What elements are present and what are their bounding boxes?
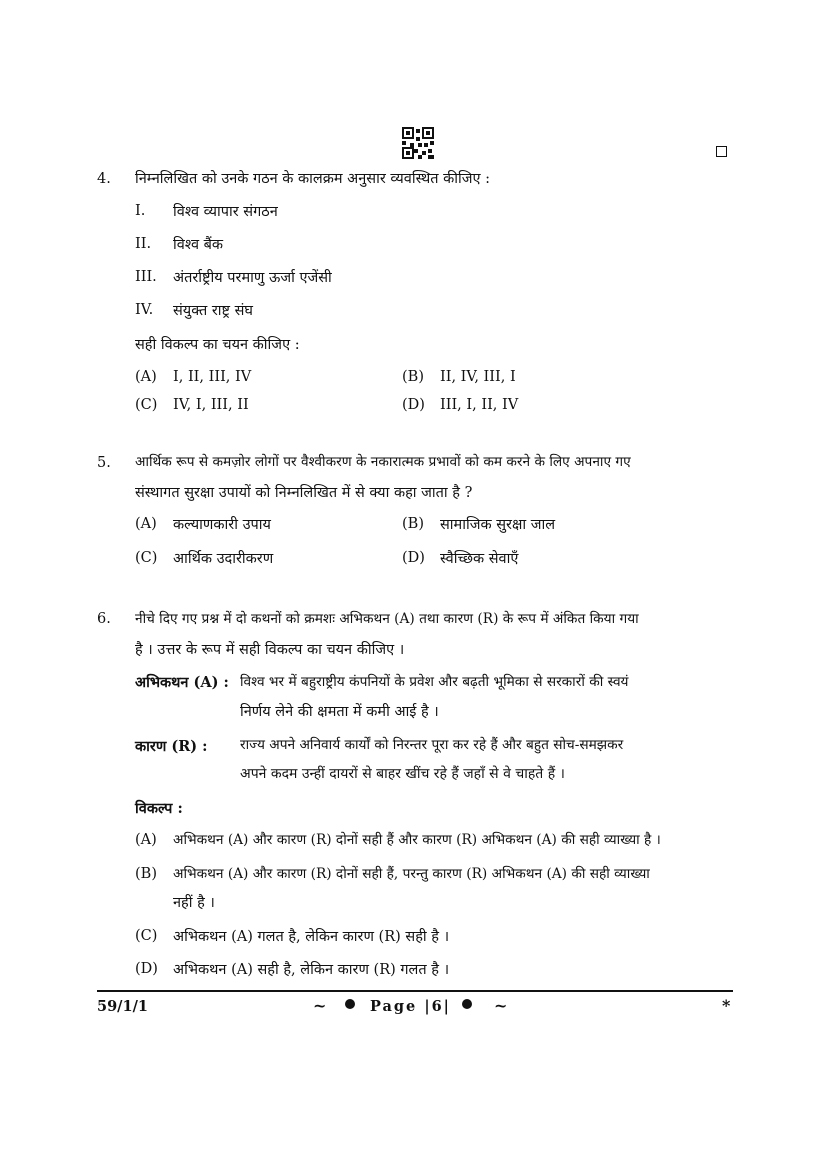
q4-item-text: विश्व व्यापार संगठन (173, 204, 278, 220)
question-6-number: 6. (97, 611, 111, 627)
assertion-text-line2: निर्णय लेने की क्षमता में कमी आई है । (240, 704, 439, 720)
q6-option-text: अभिकथन (A) और कारण (R) दोनों सही हैं और कारण (R) अभिकथन (A) की सही व्याख्या है । (173, 832, 661, 848)
q4-item-text: संयुक्त राष्ट्र संघ (173, 303, 253, 319)
footer-bullet-icon (462, 999, 472, 1009)
q4-option-text: I, II, III, IV (173, 369, 252, 385)
footer-star: * (722, 996, 731, 1015)
reason-text-line2: अपने कदम उन्हीं दायरों से बाहर खींच रहे हैं जहाँ से वे चाहते हैं । (240, 766, 565, 782)
q4-item-roman: III. (135, 269, 157, 285)
q4-option-text: IV, I, III, II (173, 397, 249, 413)
assertion-text-line1: विश्व भर में बहुराष्ट्रीय कंपनियों के प्रवेश और बढ़ती भूमिका से सरकारों की स्वयं (240, 674, 629, 690)
footer-divider (97, 990, 733, 992)
q4-item-roman: II. (135, 236, 152, 252)
assertion-label: अभिकथन (A) : (135, 674, 229, 691)
q5-option-text: आर्थिक उदारीकरण (173, 551, 274, 567)
checkbox-icon (716, 146, 727, 157)
q5-option-label: (D) (402, 550, 425, 566)
reason-label: कारण (R) : (135, 738, 208, 755)
q6-option-text: अभिकथन (A) और कारण (R) दोनों सही हैं, परन्तु कारण (R) अभिकथन (A) की सही व्याख्या (173, 866, 650, 882)
question-6-text-line1: नीचे दिए गए प्रश्न में दो कथनों को क्रमशः अभिकथन (A) तथा कारण (R) के रूप में अंकित किया गया (135, 611, 639, 627)
q6-option-label: (D) (135, 961, 158, 977)
question-5-number: 5. (97, 455, 111, 471)
question-4-number: 4. (97, 171, 111, 187)
q5-option-text: स्वैच्छिक सेवाएँ (440, 551, 519, 567)
q6-option-text: अभिकथन (A) गलत है, लेकिन कारण (R) सही है । (173, 929, 450, 945)
q4-option-text: II, IV, III, I (440, 369, 516, 385)
q6-option-label: (C) (135, 928, 158, 944)
footer-tilde-left: ~ (313, 996, 327, 1015)
q4-item-roman: I. (135, 203, 146, 219)
q5-option-text: कल्याणकारी उपाय (173, 517, 271, 533)
footer-tilde-right: ~ (494, 996, 508, 1015)
q6-option-label: (A) (135, 832, 157, 848)
q4-option-text: III, I, II, IV (440, 397, 519, 413)
options-heading: विकल्प : (135, 800, 183, 817)
q6-option-label: (B) (135, 866, 157, 882)
question-5-text-line1: आर्थिक रूप से कमज़ोर लोगों पर वैश्वीकरण के नकारात्मक प्रभावों को कम करने के लिए अपनाए गए (135, 454, 631, 470)
page-number: Page |6| (370, 998, 451, 1015)
q5-option-label: (B) (402, 516, 424, 532)
qr-code-icon (402, 127, 434, 159)
q4-instruction: सही विकल्प का चयन कीजिए : (135, 337, 300, 353)
q4-item-text: विश्व बैंक (173, 237, 224, 253)
paper-code: 59/1/1 (97, 998, 148, 1015)
q4-option-label: (A) (135, 369, 157, 385)
q4-item-roman: IV. (135, 302, 154, 318)
q4-option-label: (D) (402, 397, 425, 413)
q4-option-label: (C) (135, 397, 158, 413)
q5-option-label: (C) (135, 550, 158, 566)
q5-option-label: (A) (135, 516, 157, 532)
question-5-text-line2: संस्थागत सुरक्षा उपायों को निम्नलिखित में से क्या कहा जाता है ? (135, 485, 473, 501)
q4-option-label: (B) (402, 369, 424, 385)
q4-item-text: अंतर्राष्ट्रीय परमाणु ऊर्जा एजेंसी (173, 270, 332, 286)
question-4-text: निम्नलिखित को उनके गठन के कालक्रम अनुसार व्यवस्थित कीजिए : (135, 171, 490, 187)
footer-bullet-icon (345, 999, 355, 1009)
q6-option-text-continued: नहीं है । (173, 895, 215, 911)
q6-option-text: अभिकथन (A) सही है, लेकिन कारण (R) गलत है । (173, 962, 450, 978)
reason-text-line1: राज्य अपने अनिवार्य कार्यों को निरन्तर पूरा कर रहे हैं और बहुत सोच-समझकर (240, 737, 624, 753)
question-6-text-line2: है । उत्तर के रूप में सही विकल्प का चयन कीजिए । (135, 642, 405, 658)
q5-option-text: सामाजिक सुरक्षा जाल (440, 517, 556, 533)
